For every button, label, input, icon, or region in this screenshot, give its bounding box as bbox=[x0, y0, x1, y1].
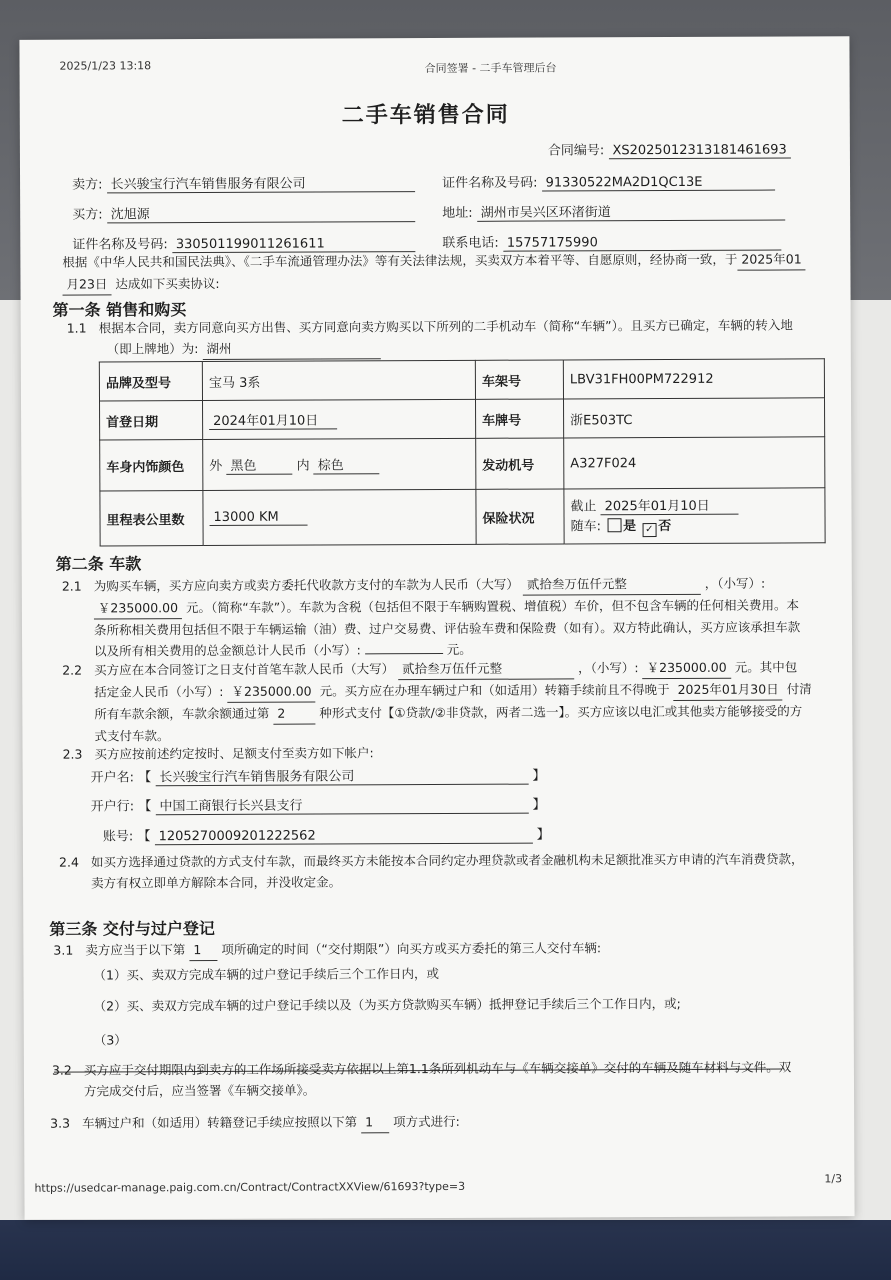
reg-date-label: 首登日期 bbox=[100, 401, 203, 440]
clause-text: 项方式进行: bbox=[393, 1113, 460, 1130]
delivery-option-number: 1 bbox=[189, 939, 217, 961]
clause-1-1-text2: （即上牌地）为: bbox=[106, 341, 199, 357]
buyer-label: 买方: bbox=[72, 207, 103, 223]
interior-color: 棕色 bbox=[314, 454, 380, 474]
delivery-option-1: （1）买、卖双方完成车辆的过户登记手续后三个工作日内，或 bbox=[93, 965, 440, 983]
section-1-heading: 第一条 销售和购买 bbox=[52, 300, 187, 320]
preamble-date-b: 月23日 bbox=[62, 273, 111, 295]
reg-date-cell bbox=[203, 399, 476, 439]
seller-label: 卖方: bbox=[72, 177, 103, 193]
checked-box-icon: ✓ bbox=[642, 523, 656, 537]
vin-label: 车架号 bbox=[475, 360, 563, 399]
insurance-date: 2025年01月10日 bbox=[601, 495, 739, 516]
account-number-value: 1205270009201222562 bbox=[155, 828, 533, 846]
odometer-label: 里程表公里数 bbox=[100, 491, 203, 546]
preamble-text-end: 达成如下买卖协议: bbox=[115, 275, 220, 292]
price-in-words: 贰拾叁万伍仟元整 bbox=[523, 573, 701, 596]
account-number-label: 账号: bbox=[102, 829, 134, 845]
preamble bbox=[62, 248, 822, 295]
bank-row: 开户行: 【 中国工商银行长兴县支行 】 bbox=[91, 794, 546, 816]
brand-label: 品牌及型号 bbox=[99, 362, 202, 401]
account-name-label: 开户名: bbox=[90, 770, 135, 786]
clause-text: 元。 bbox=[446, 641, 472, 657]
plate-value: 浙E503TC bbox=[564, 398, 825, 438]
clause-text: 买方应在本合同签订之日支付首笔车款人民币（大写） bbox=[94, 661, 395, 678]
odometer-cell bbox=[203, 489, 476, 545]
bank-label: 开户行: bbox=[90, 799, 135, 815]
buyer-value: 沈旭源 bbox=[107, 202, 415, 223]
engine-value: A327F024 bbox=[564, 437, 825, 489]
no-label: 否 bbox=[658, 518, 672, 535]
account-number-row: 账号: 【 1205270009201222562 】 bbox=[102, 827, 550, 845]
insurance-prefix: 截止 bbox=[570, 499, 597, 515]
clause-text: 方完成交付后，应当签署《车辆交接单》。 bbox=[83, 1082, 316, 1099]
total-amount-blank bbox=[365, 639, 443, 654]
clause-text: 车辆过户和（如适用）转籍登记手续应按照以下第 bbox=[82, 1114, 358, 1131]
contract-page bbox=[19, 36, 854, 1220]
seller-row bbox=[72, 172, 415, 193]
exterior-prefix: 外 bbox=[209, 458, 223, 474]
color-cell bbox=[203, 438, 476, 490]
print-datetime: 2025/1/23 13:18 bbox=[59, 59, 152, 73]
address-value: 湖州市吴兴区环渚街道 bbox=[477, 200, 785, 221]
clause-2-4 bbox=[59, 848, 844, 893]
clause-text: 元。买方应在办理车辆过户和（如适用）转籍手续前且不得晚于 bbox=[319, 681, 670, 699]
table-row bbox=[99, 359, 824, 401]
clause-text: ，（小写）: bbox=[704, 575, 766, 591]
payment-method-number: 2 bbox=[273, 703, 315, 725]
seller-value: 长兴骏宝行汽车销售服务有限公司 bbox=[107, 172, 415, 193]
first-payment-words: 贰拾叁万伍仟元整 bbox=[398, 657, 574, 680]
vehicle-spec-table bbox=[99, 358, 826, 546]
insurance-label: 保险状况 bbox=[476, 489, 564, 544]
clause-text: 元。（简称“车款”）。车款为含税（包括但不限于车辆购置税、增值税）车价，但不包含车辆的任何相关费用。本 bbox=[185, 597, 799, 616]
clause-2-1 bbox=[62, 572, 832, 661]
delivery-option-3: （3） bbox=[93, 1032, 127, 1048]
address-row bbox=[442, 200, 785, 221]
exterior-color: 黑色 bbox=[226, 455, 292, 475]
first-payment-figures: ￥235000.00 bbox=[643, 657, 731, 679]
section-3-heading: 第三条 交付与过户登记 bbox=[49, 918, 215, 939]
clause-text: 以及所有相关费用的总金额总计人民币（小写）: bbox=[94, 642, 361, 659]
document-title: 二手车销售合同 bbox=[341, 102, 510, 129]
clause-text: 买方应于交付期限内到卖方的工作场所接受卖方依据以上第1.1条所列机动车与《车辆交接单》交付的车辆及随车材料与文件。双 bbox=[83, 1059, 792, 1078]
address-label: 地址: bbox=[442, 205, 473, 221]
account-name-row: 开户名: 【 长兴骏宝行汽车销售服务有限公司 】 bbox=[91, 765, 546, 787]
clause-number: 3.3 bbox=[50, 1115, 71, 1131]
clause-text: 项所确定的时间（“交付期限”）向买方或买方委托的第三人交付车辆: bbox=[221, 940, 602, 957]
clause-text: 卖方应当于以下第 bbox=[85, 942, 186, 958]
bank-value: 中国工商银行长兴县支行 bbox=[155, 794, 528, 816]
odometer-value: 13000 KM bbox=[209, 510, 307, 526]
buyer-row bbox=[72, 202, 415, 223]
payoff-deadline: 2025年01月30日 bbox=[674, 678, 783, 700]
clause-text: 所有车款余额，车款余额通过第 bbox=[94, 705, 270, 722]
print-url: https://usedcar-manage.paig.com.cn/Contract/ContractXXView/61693?type=3 bbox=[34, 1179, 466, 1195]
clause-number: 3.1 bbox=[53, 942, 74, 958]
deposit-amount: ￥235000.00 bbox=[227, 681, 315, 703]
clause-text: 卖方有权立即单方解除本合同，并没收定金。 bbox=[91, 874, 342, 891]
delivery-option-2: （2）买、卖双方完成车辆的过户登记手续以及（为买方贷款购买车辆）抵押登记手续后三个工作日内，或; bbox=[93, 995, 681, 1014]
table-row bbox=[100, 488, 825, 546]
checkbox-icon bbox=[607, 518, 621, 532]
vin-value: LBV31FH00PM722912 bbox=[563, 359, 824, 399]
clause-text: 式支付车款。 bbox=[94, 728, 170, 744]
interior-prefix: 内 bbox=[296, 458, 310, 474]
clause-text: 括定金人民币（小写）: bbox=[94, 683, 224, 700]
clause-2-2 bbox=[62, 656, 837, 746]
seller-id-row bbox=[442, 171, 775, 192]
table-row bbox=[100, 398, 825, 440]
clause-1-1 bbox=[67, 314, 837, 360]
clause-text: 如买方选择通过贷款的方式支付车款，而最终买方未能按本合同约定办理贷款或者金融机构未足额批准买方申请的汽车消费贷款， bbox=[90, 851, 804, 870]
clause-text: 条所称相关费用包括但不限于车辆运输（油）费、过户交易费、评估验车费和保险费（如有）。双方特此确认，买方应该承担车款 bbox=[93, 619, 801, 638]
contract-number-value: XS20250123131814616​93 bbox=[608, 142, 790, 159]
preamble-text: 根据《中华人民共和国民法典》、《二手车流通管理办法》等有关法律法规，买卖双方本着平等、自愿原则，经协商一致，于 bbox=[62, 251, 738, 270]
phone-label: 联系电话: bbox=[442, 235, 499, 251]
clause-2-3 bbox=[63, 740, 823, 764]
buyer-id-label: 证件名称及号码: bbox=[72, 237, 168, 253]
transfer-option-number: 1 bbox=[361, 1111, 389, 1133]
registration-place: 湖州 bbox=[202, 337, 380, 360]
price-in-figures: ￥235000.00 bbox=[94, 597, 182, 619]
reg-date-value: 2024年01月10日 bbox=[209, 409, 337, 430]
table-row bbox=[100, 437, 825, 491]
brand-value: 宝马 3系 bbox=[202, 360, 475, 400]
clause-3-3 bbox=[50, 1109, 850, 1134]
seller-id-label: 证件名称及号码: bbox=[442, 175, 538, 191]
clause-3-2 bbox=[52, 1056, 852, 1101]
contract-number-label: 合同编号: bbox=[547, 143, 605, 159]
clause-text: 付清 bbox=[786, 681, 812, 697]
clause-number: 2.4 bbox=[58, 854, 79, 870]
preamble-date-a: 2025年01 bbox=[737, 248, 805, 270]
clause-text: 买方应按前述约定按时、足额支付至卖方如下帐户: bbox=[94, 745, 374, 762]
color-label: 车身内饰颜色 bbox=[100, 440, 203, 491]
clause-text: 为购买车辆，买方应向卖方或卖方委托代收款方支付的车款为人民币（大写） bbox=[93, 576, 519, 594]
account-name-value: 长兴骏宝行汽车销售服务有限公司 bbox=[155, 765, 528, 787]
with-car-label: 随车: bbox=[570, 519, 601, 535]
clause-number: 1.1 bbox=[66, 320, 87, 336]
phone-value: 15757175990 bbox=[503, 234, 781, 251]
buyer-id-value: 330501199011261611 bbox=[172, 236, 415, 253]
engine-label: 发动机号 bbox=[476, 438, 564, 489]
section-2-heading: 第二条 车款 bbox=[55, 554, 142, 574]
yes-label: 是 bbox=[623, 519, 637, 535]
clause-number: 2.3 bbox=[62, 746, 83, 762]
clause-1-1-text: 根据本合同，卖方同意向买方出售、买方同意向卖方购买以下所列的二手机动车（简称“车辆”）。且买方已确定，车辆的转入地 bbox=[98, 317, 793, 336]
clause-number: 3.2 bbox=[51, 1062, 72, 1078]
clause-number: 2.2 bbox=[62, 662, 83, 678]
page-number: 1/3 bbox=[824, 1172, 843, 1186]
insurance-cell bbox=[564, 488, 825, 544]
contract-number bbox=[548, 138, 791, 159]
clause-text: 元。其中包 bbox=[734, 659, 798, 675]
clause-number: 2.1 bbox=[61, 578, 82, 594]
plate-label: 车牌号 bbox=[476, 399, 564, 438]
print-page-title: 合同签署 - 二手车管理后台 bbox=[424, 61, 557, 76]
clause-text: 种形式支付【①贷款/②非贷款，两者二选一】。买方应该以电汇或其他卖方能够接受的方 bbox=[319, 703, 803, 721]
clause-text: ，（小写）: bbox=[578, 660, 639, 676]
seller-id-value: 91330522MA2D1QC13E bbox=[542, 175, 775, 192]
